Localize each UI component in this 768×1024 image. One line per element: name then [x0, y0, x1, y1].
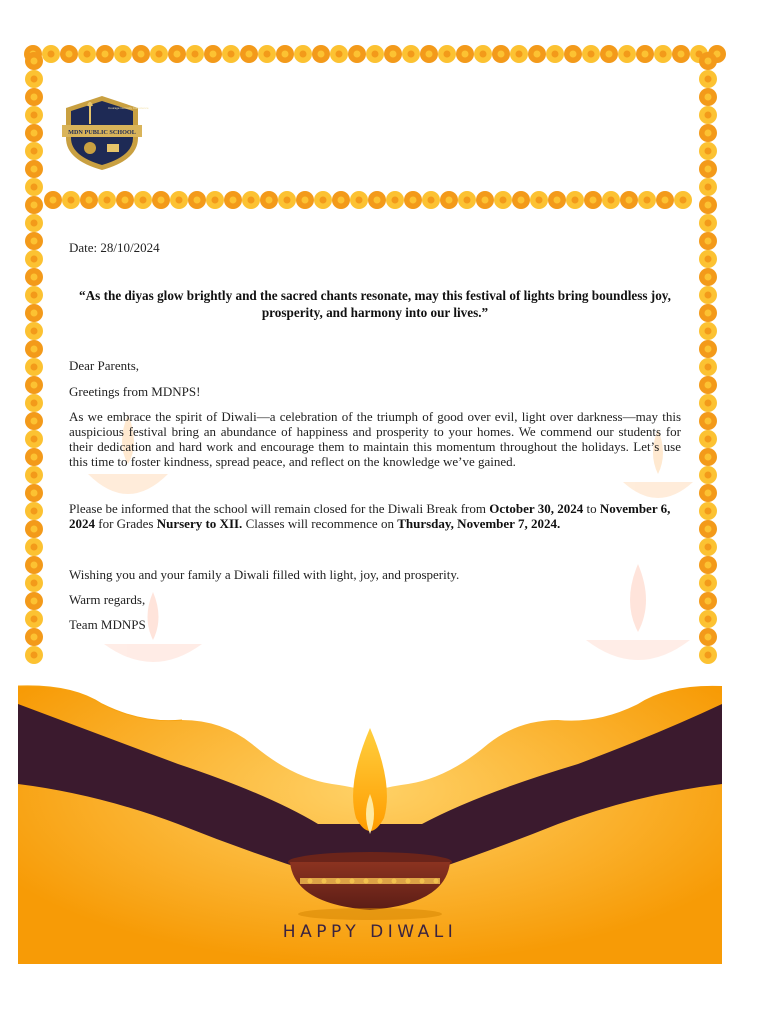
- notice-text-4: Classes will recommence on: [242, 516, 398, 531]
- break-start-date: October 30, 2024: [489, 501, 584, 516]
- wish-line: Wishing you and your family a Diwali filled with light, joy, and prosperity.: [69, 567, 460, 582]
- happy-diwali-banner: [18, 674, 722, 964]
- crest-name-text: MDN PUBLIC SCHOOL: [68, 129, 136, 136]
- letter-page: [18, 44, 722, 964]
- marigold-garland-middle: [44, 190, 696, 210]
- diwali-quote: “As the diyas glow brightly and the sacred chants resonate, may this festival of lights bring boundless joy, prosperity, and harmony into our lives.”: [79, 288, 671, 320]
- break-end-date: November 6, 2024: [69, 501, 671, 531]
- grades-range: Nursery to XII.: [156, 516, 243, 531]
- letter-body: [69, 240, 681, 632]
- signature: Team MDNPS: [69, 617, 146, 632]
- crest-motto-text: Courage Curiosity Conscience: [108, 106, 149, 110]
- notice-text-2: to: [583, 501, 600, 516]
- greeting-line: Greetings from MDNPS!: [69, 384, 201, 399]
- salutation: Dear Parents,: [69, 358, 140, 373]
- marigold-garland-top: [24, 44, 720, 64]
- marigold-garland-right: [698, 52, 718, 664]
- recommence-date: Thursday, November 7, 2024.: [397, 516, 561, 531]
- happy-diwali-title: HAPPY DIWALI: [282, 922, 458, 942]
- notice-text-3: for Grades: [95, 516, 157, 531]
- closing-line: Warm regards,: [69, 592, 146, 607]
- marigold-garland-left: [24, 52, 44, 664]
- body-paragraph: As we embrace the spirit of Diwali—a celebration of the triumph of good over evil, light over darkness—may this auspicious festival bring an abundance of happiness and prosperity to your homes. We commend our students for their dedication and hard work and encourage them to maintain this momentum throughout the holidays. Let’s use this time to foster kindness, spread peace, and reflect on the knowledge we’ve gained.: [69, 409, 681, 469]
- letter-date: Date: 28/10/2024: [69, 240, 160, 255]
- school-crest-logo: [62, 94, 149, 172]
- notice-text-1: Please be informed that the school will remain closed for the Diwali Break from: [69, 501, 490, 516]
- closure-notice: [69, 501, 681, 531]
